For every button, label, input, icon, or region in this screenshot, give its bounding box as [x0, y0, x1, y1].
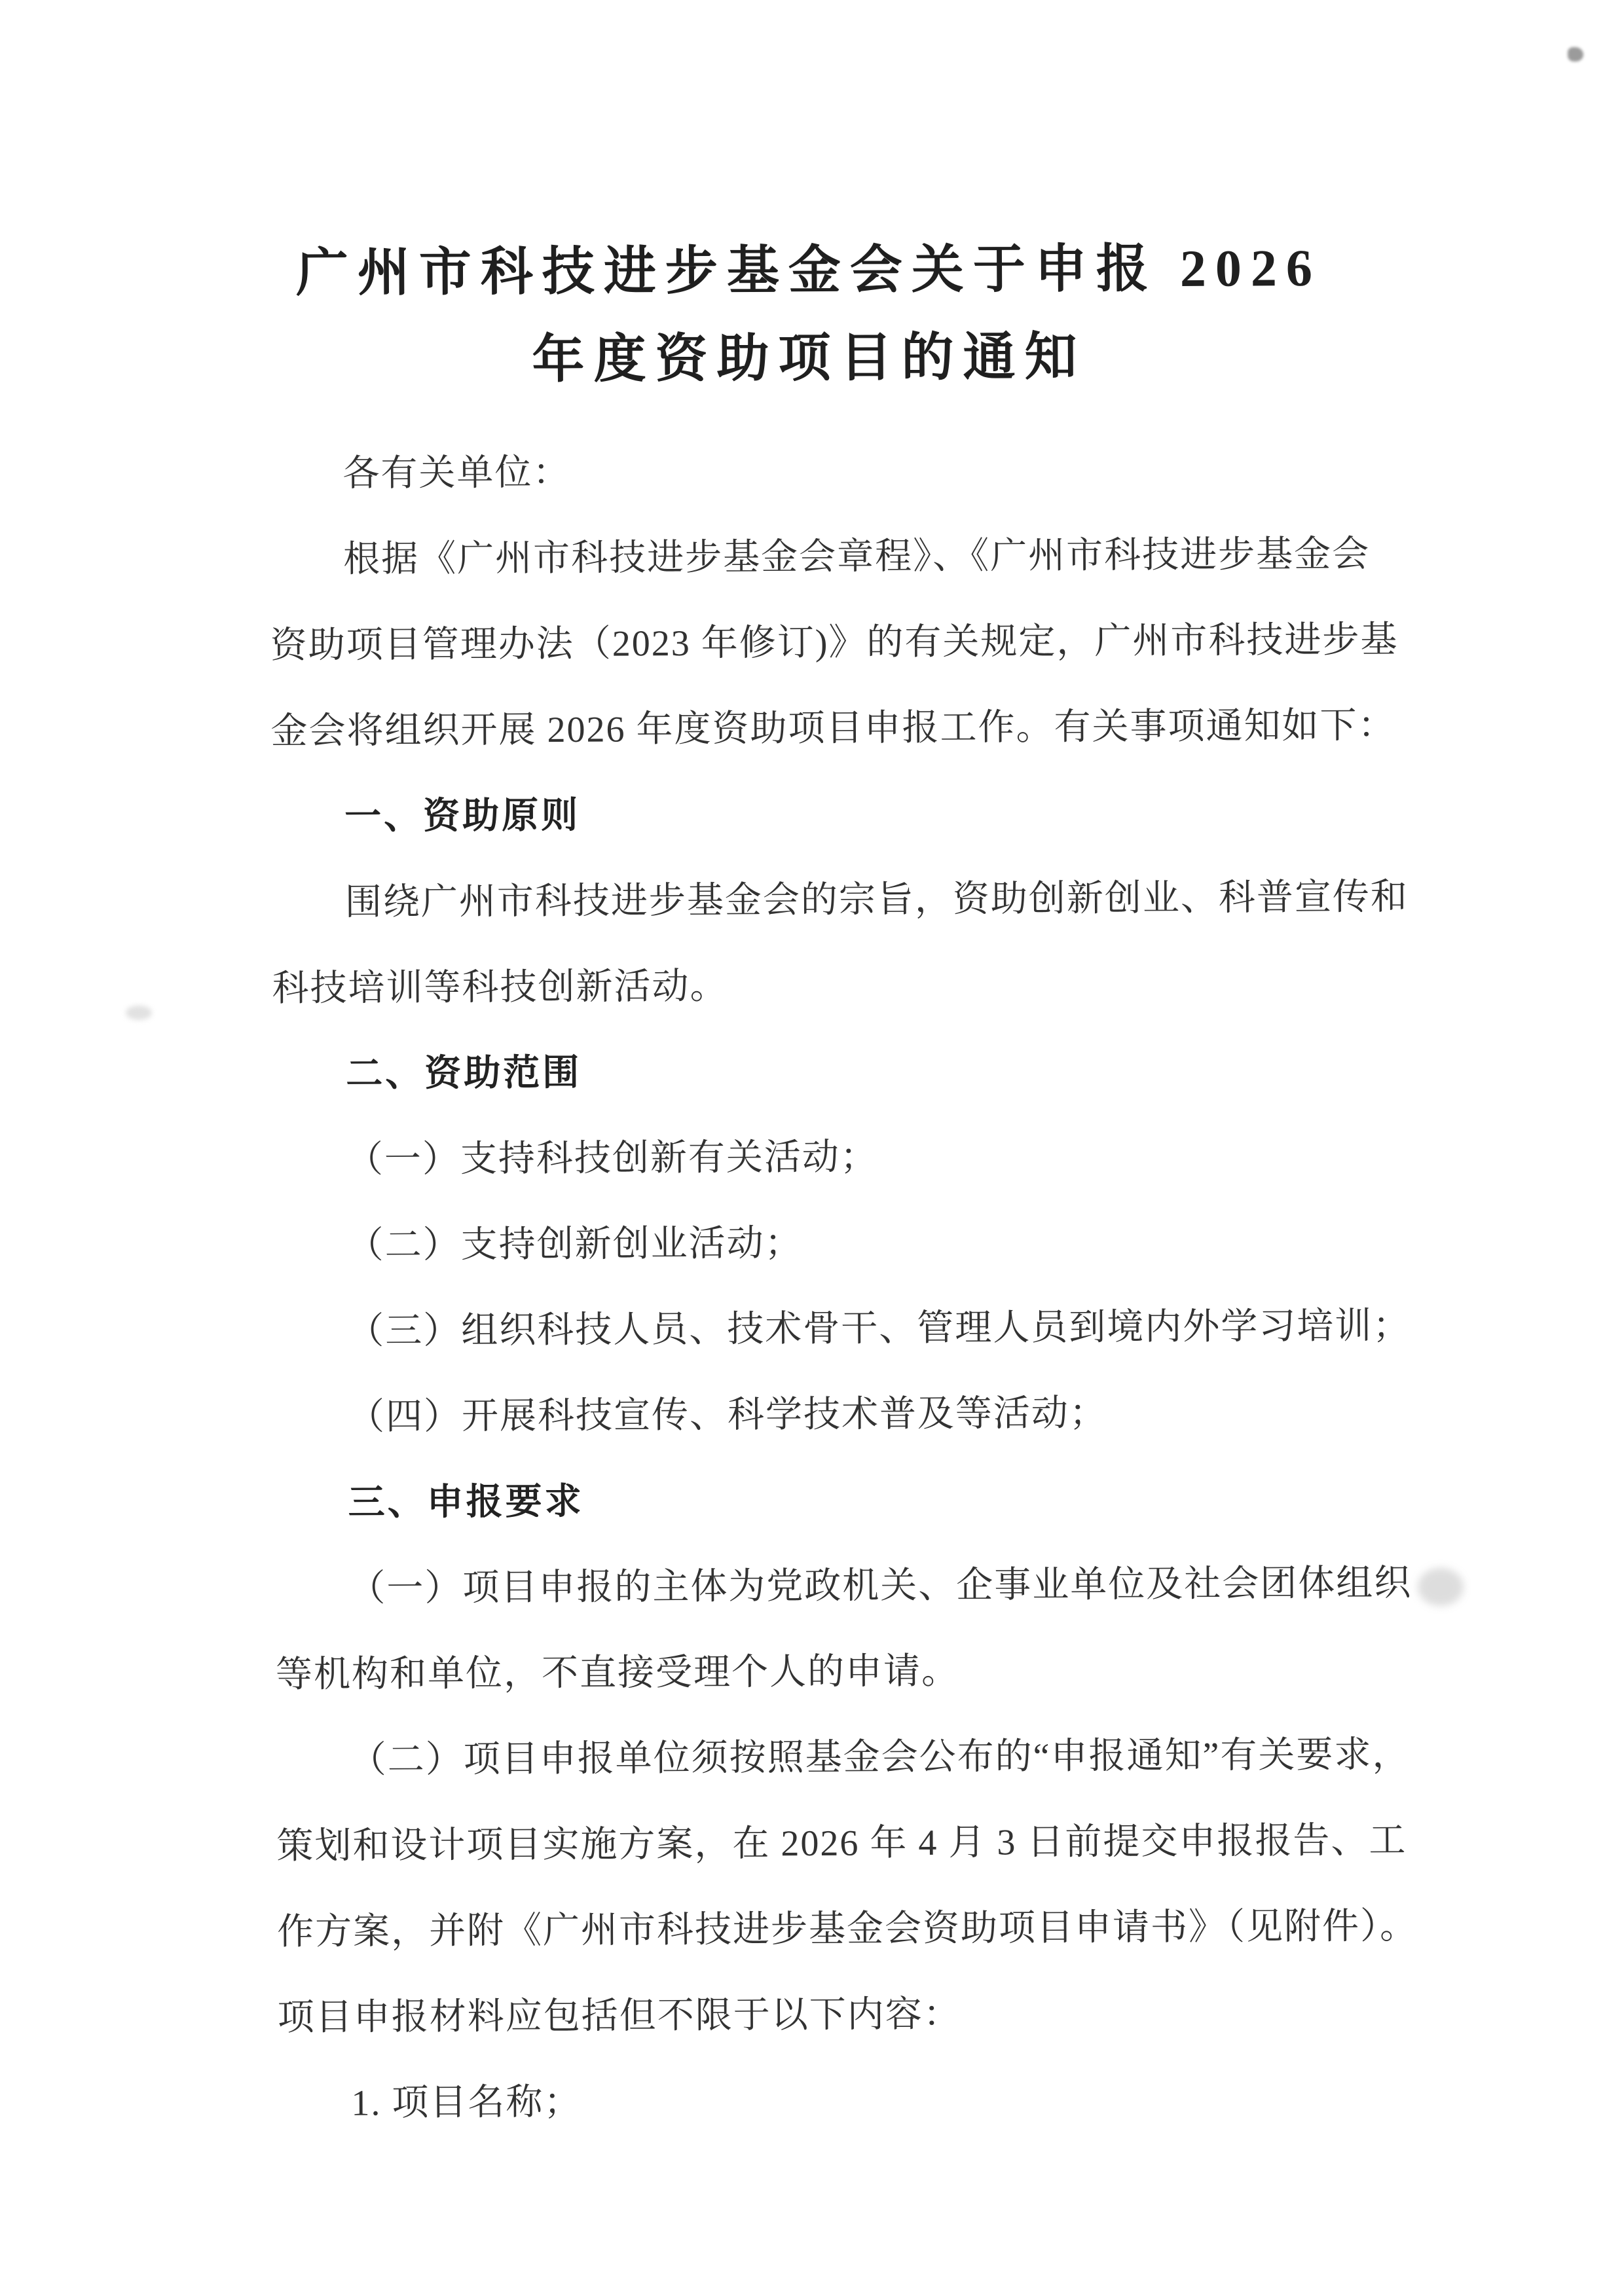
principles-paragraph-line-1: 围绕广州市科技进步基金会的宗旨，资助创新创业、科普宣传和	[344, 877, 1409, 923]
document-body	[269, 426, 1418, 2147]
scan-artifact-left-speck	[126, 1006, 152, 1020]
scope-item-3: （三）组织科技人员、技术骨干、管理人员到境内外学习培训；	[347, 1305, 1411, 1352]
document-title-line-1: 广州市科技进步基金会关于申报 2026	[295, 239, 1322, 303]
intro-paragraph-line-1: 根据《广州市科技进步基金会章程》、《广州市科技进步基金会	[342, 534, 1371, 580]
scope-item-4: （四）开展科技宣传、科学技术普及等活动；	[347, 1393, 1108, 1438]
requirement-1-line-1: （一）项目申报的主体为党政机关、企事业单位及社会团体组织	[348, 1563, 1412, 1609]
materials-list-item-1: 1. 项目名称；	[351, 2081, 582, 2124]
section-heading-funding-scope: 二、资助范围	[346, 1052, 582, 1095]
principles-paragraph-line-2: 科技培训等科技创新活动。	[272, 966, 728, 1010]
section-heading-funding-principles: 一、资助原则	[344, 795, 581, 837]
intro-paragraph-line-2: 资助项目管理办法（2023 年修订)》的有关规定，广州市科技进步基	[270, 619, 1399, 666]
scope-item-2: （二）支持创新创业活动；	[346, 1223, 803, 1266]
document-title-line-2: 年度资助项目的通知	[532, 328, 1086, 390]
requirement-2-line-1: （二）项目申报单位须按照基金会公布的“申报通知”有关要求，	[349, 1734, 1411, 1781]
section-heading-application-requirements: 三、申报要求	[348, 1481, 584, 1523]
document-title	[193, 224, 1424, 406]
requirement-2-line-4: 项目申报材料应包括但不限于以下内容：	[277, 1994, 961, 2039]
requirement-1-line-2: 等机构和单位，不直接受理个人的申请。	[275, 1650, 960, 1696]
requirement-2-line-3: 作方案，并附《广州市科技进步基金会资助项目申请书》（见附件）。	[276, 1906, 1418, 1953]
scan-artifact-top-right	[1568, 47, 1583, 62]
scope-item-1: （一）支持科技创新有关活动；	[346, 1137, 879, 1180]
salutation-line: 各有关单位：	[342, 452, 571, 494]
scan-artifact-right-smudge	[1418, 1568, 1464, 1606]
requirement-2-line-2: 策划和设计项目实施方案，在 2026 年 4 月 3 日前提交申报报告、工	[276, 1820, 1407, 1867]
intro-paragraph-line-3: 金会将组织开展 2026 年度资助项目申报工作。有关事项通知如下：	[270, 705, 1396, 752]
